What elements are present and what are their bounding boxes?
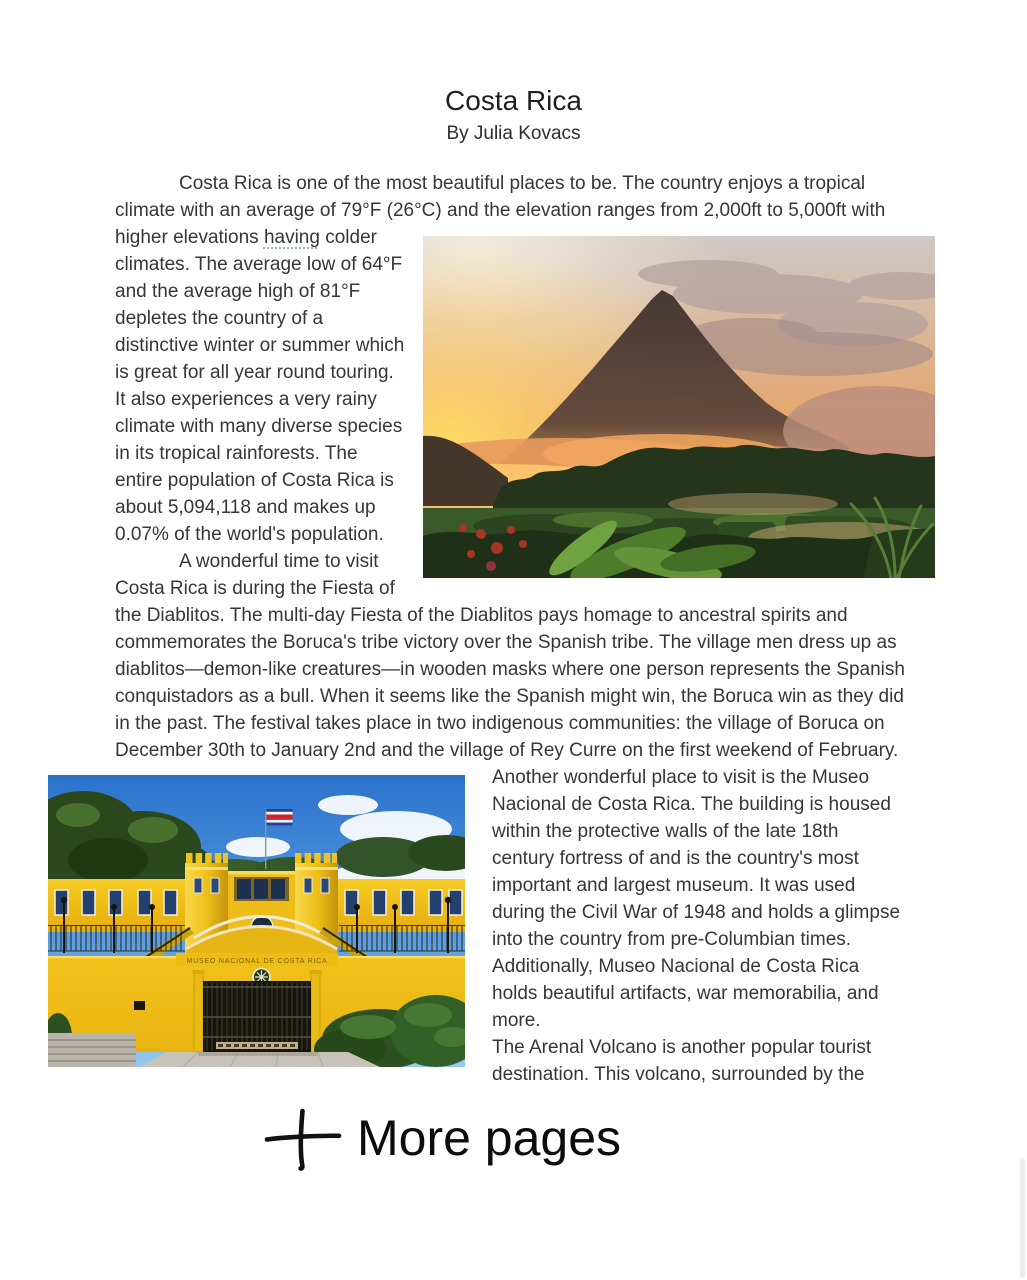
paragraph-museum: [115, 764, 905, 1088]
volcano-photo-image[interactable]: [423, 236, 935, 578]
paragraph-fiesta: A wonderful time to visit Costa Rica is during the Fiesta of the Diablitos. The multi-day Fiesta of the Diablitos pays homage to ancestral spirits and commemorates the Boruca's tribe victory over the Spanish tribe. The village men dress up as diablitos—demon-like creatures—in wooden masks where one person represents the Spanish conquistadors as a bull. When it seems like the Spanish might win, the Boruca win as they did in the past. The festival takes place in two indigenous communities: the village of Boruca on December 30th to January 2nd and the village of Rey Curre on the first weekend of February.: [115, 551, 905, 761]
costa-rica-flag-icon: [267, 809, 293, 825]
arenal-text: The Arenal Volcano is another popular tourist destination. This volcano, surrounded by the: [492, 1037, 872, 1085]
document-body: [115, 170, 905, 1088]
intro-text-lead: Costa Rica is one of the most beautiful places to be. The country enjoys a tropical climate with an average of 79°F (26°C) and the elevation ranges from 2,000ft to: [115, 173, 866, 221]
document-byline: By Julia Kovacs: [446, 123, 581, 144]
plus-icon: [262, 1108, 344, 1172]
museum-photo-image[interactable]: [48, 775, 465, 1067]
misspelled-word-having: having: [263, 227, 320, 248]
intro-text-wrap-a: 5,000ft with higher elevations: [115, 200, 886, 248]
intro-text-wrap-b: colder climates. The average low of 64°F and the average high of 81°F depletes the country of a distinctive winter or summer which is great for all year round touring. It also experiences a very rainy climate with many diverse species in its tropical rainforests. The entire population of Costa Rica is about 5,094,118 and makes up 0.07% of the world's population.: [115, 227, 405, 545]
museum-text: Another wonderful place to visit is the Museo Nacional de Costa Rica. The building is housed within the protective walls of the late 18th century fortress of and is the country's most important and largest museum. It was used during the Civil War of 1948 and holds a glimpse into the country from pre-Columbian times. Additionally, Museo Nacional de Costa Rica holds beautiful artifacts, war memorabilia, and more.: [492, 767, 901, 1031]
more-pages-button[interactable]: [262, 1108, 621, 1172]
scrollbar-thumb[interactable]: [1020, 1158, 1025, 1278]
paragraph-intro: [115, 170, 905, 548]
museum-sign-text: MUSEO NACIONAL DE COSTA RICA: [186, 958, 328, 965]
more-pages-label: More pages: [357, 1109, 622, 1166]
document-title: Costa Rica: [445, 85, 582, 116]
museum-photo-art: [48, 775, 465, 1067]
volcano-photo-art: [423, 236, 935, 578]
